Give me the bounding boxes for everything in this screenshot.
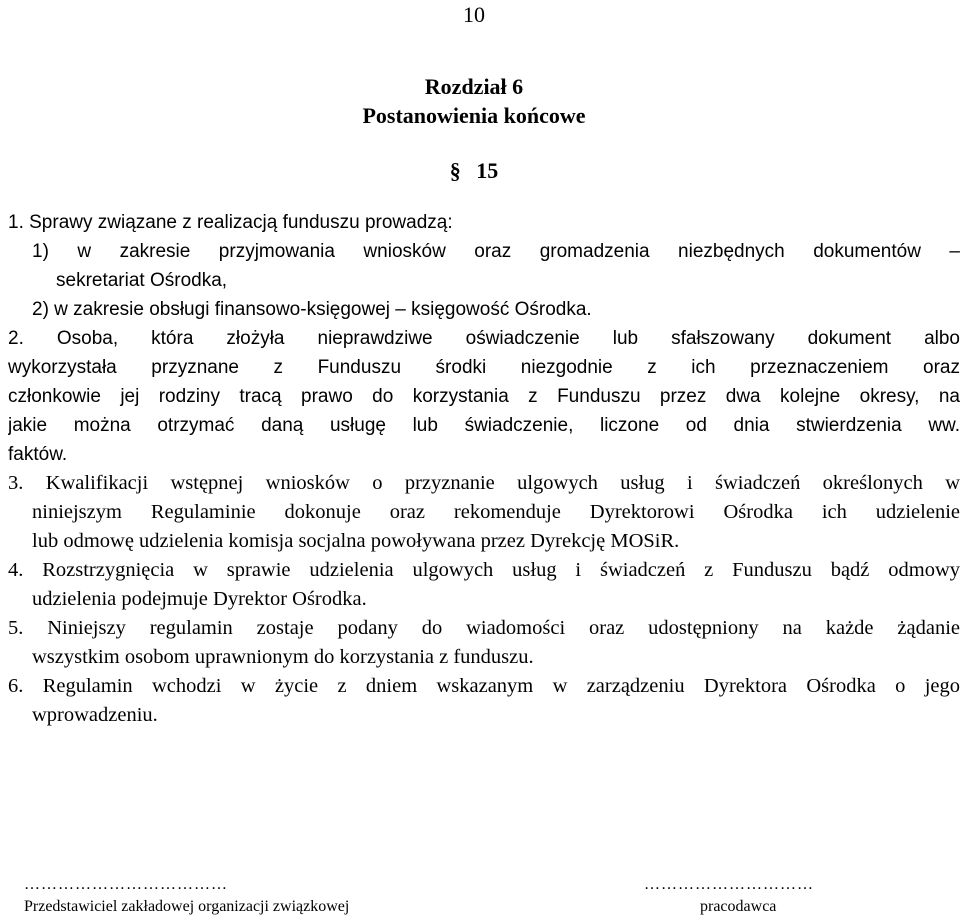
point-1-sub-1-cont: sekretariat Ośrodka, xyxy=(56,270,228,291)
point-1-line: 1. Sprawy związane z realizacją funduszu prowadzą: xyxy=(8,212,453,233)
signature-line: ……………………………… xyxy=(24,876,228,893)
chapter-subtitle: Postanowienia końcowe xyxy=(362,103,586,128)
signature-line: ………………………… xyxy=(644,876,814,893)
signature-label: pracodawca xyxy=(700,898,777,915)
chapter-title: Rozdział 6 xyxy=(424,74,524,99)
point-6-line-1: 6. Regulamin wchodzi w życie z dniem wskazanym w zarządzeniu Dyrektora Ośrodka o jego xyxy=(8,675,960,697)
signature-employee-representative xyxy=(24,874,349,918)
point-5-line-2: wszystkim osobom uprawnionym do korzystania z funduszu. xyxy=(32,646,534,668)
paragraph-number: 15 xyxy=(476,158,499,183)
point-3-line-1: 3. Kwalifikacji wstępnej wniosków o przyznanie ulgowych usług i świadczeń określonych w xyxy=(8,472,960,494)
document-body xyxy=(0,208,960,730)
paragraph-symbol: § xyxy=(449,158,461,183)
chapter-heading xyxy=(0,72,948,130)
point-2-line-2: wykorzystała przyznane z Funduszu środki niezgodnie z ich przeznaczeniem oraz xyxy=(8,357,960,378)
point-1-sub-2: 2) w zakresie obsługi finansowo-księgowej – księgowość Ośrodka. xyxy=(32,299,592,320)
point-3-line-2: niniejszym Regulaminie dokonuje oraz rekomenduje Dyrektorowi Ośrodka ich udzielenie xyxy=(32,501,960,523)
point-2-line-1: 2. Osoba, która złożyła nieprawdziwe oświadczenie lub sfałszowany dokument albo xyxy=(8,328,960,349)
point-4-line-2: udzielenia podejmuje Dyrektor Ośrodka. xyxy=(32,588,367,610)
point-2-line-4: jakie można otrzymać daną usługę lub świadczenie, liczone od dnia stwierdzenia ww. xyxy=(8,415,960,436)
point-6-line-2: wprowadzeniu. xyxy=(32,704,158,726)
page-number: 10 xyxy=(463,2,485,27)
signature-employer xyxy=(644,874,814,918)
point-3-line-3: lub odmowę udzielenia komisja socjalna powoływana przez Dyrekcję MOSiR. xyxy=(32,530,680,552)
point-4-line-1: 4. Rozstrzygnięcia w sprawie udzielenia ulgowych usług i świadczeń z Funduszu bądź odmowy xyxy=(8,559,960,581)
point-1-sub-1: 1) w zakresie przyjmowania wniosków oraz gromadzenia niezbędnych dokumentów – xyxy=(32,241,960,262)
point-2-line-3: członkowie jej rodziny tracą prawo do korzystania z Funduszu przez dwa kolejne okresy, na xyxy=(8,386,960,407)
paragraph-heading xyxy=(0,158,948,184)
point-5-line-1: 5. Niniejszy regulamin zostaje podany do wiadomości oraz udostępniony na każde żądanie xyxy=(8,617,960,639)
point-2-line-5: faktów. xyxy=(8,444,68,465)
signature-label: Przedstawiciel zakładowej organizacji związkowej xyxy=(24,898,350,915)
